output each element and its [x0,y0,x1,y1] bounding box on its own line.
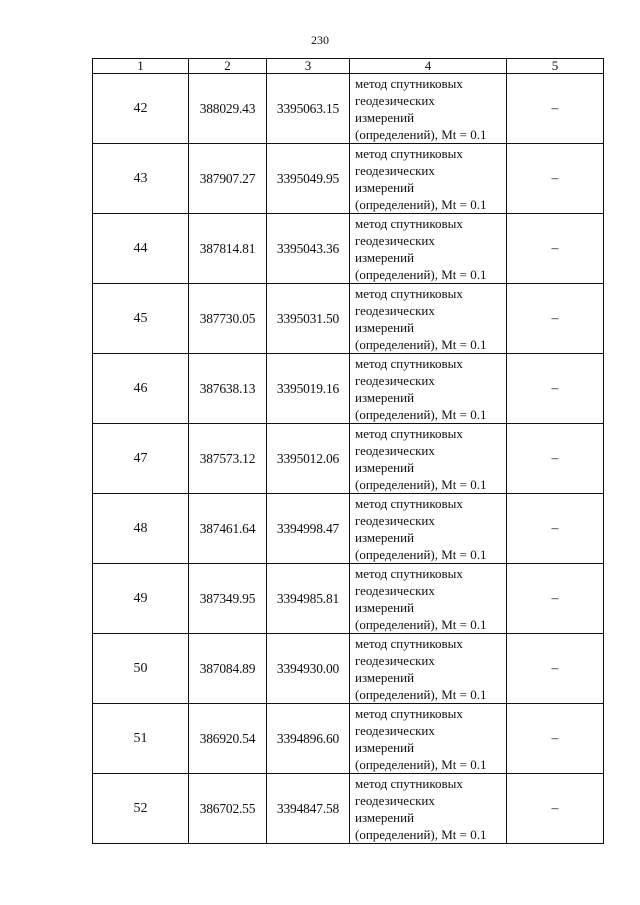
column-header-5: 5 [507,59,604,74]
method-cell [350,564,507,634]
point-number-cell: 49 [93,564,189,634]
method-line: измерений [355,319,415,335]
method-line: (определений), Mt = 0.1 [355,126,487,142]
x-coordinate-cell: 386920.54 [189,704,267,774]
table-row [93,634,604,704]
y-coordinate-cell: 3394847.58 [267,774,350,844]
y-coordinate-cell: 3394985.81 [267,564,350,634]
y-coordinate-cell: 3395043.36 [267,214,350,284]
method-line: метод спутниковых [355,285,463,301]
method-line: измерений [355,669,415,685]
method-line: геодезических [355,372,435,388]
method-cell [350,704,507,774]
point-number-cell: 47 [93,424,189,494]
method-line: измерений [355,599,415,615]
method-line: метод спутниковых [355,355,463,371]
note-cell: – [507,774,604,844]
method-cell [350,774,507,844]
x-coordinate-cell: 387814.81 [189,214,267,284]
table-row [93,704,604,774]
method-line: геодезических [355,652,435,668]
note-cell: – [507,144,604,214]
x-coordinate-cell: 387907.27 [189,144,267,214]
method-cell [350,494,507,564]
method-line: измерений [355,389,415,405]
method-line: (определений), Mt = 0.1 [355,616,487,632]
point-number-cell: 45 [93,284,189,354]
method-line: метод спутниковых [355,635,463,651]
x-coordinate-cell: 388029.43 [189,74,267,144]
table-row [93,74,604,144]
y-coordinate-cell: 3395049.95 [267,144,350,214]
method-line: геодезических [355,722,435,738]
note-cell: – [507,424,604,494]
note-cell: – [507,74,604,144]
table-row [93,214,604,284]
page-number: 230 [311,33,329,47]
method-line: геодезических [355,302,435,318]
method-line: метод спутниковых [355,145,463,161]
note-cell: – [507,634,604,704]
method-line: (определений), Mt = 0.1 [355,476,487,492]
column-header-3: 3 [267,59,350,74]
method-line: геодезических [355,442,435,458]
method-line: (определений), Mt = 0.1 [355,336,487,352]
point-number-cell: 52 [93,774,189,844]
x-coordinate-cell: 387730.05 [189,284,267,354]
method-line: метод спутниковых [355,705,463,721]
x-coordinate-cell: 387461.64 [189,494,267,564]
table-row [93,774,604,844]
method-line: измерений [355,249,415,265]
method-line: (определений), Mt = 0.1 [355,266,487,282]
method-line: измерений [355,809,415,825]
method-line: (определений), Mt = 0.1 [355,196,487,212]
method-line: измерений [355,529,415,545]
x-coordinate-cell: 386702.55 [189,774,267,844]
point-number-cell: 43 [93,144,189,214]
method-line: метод спутниковых [355,425,463,441]
method-line: геодезических [355,582,435,598]
y-coordinate-cell: 3395063.15 [267,74,350,144]
method-line: измерений [355,459,415,475]
point-number-cell: 46 [93,354,189,424]
table-header [93,59,604,74]
note-cell: – [507,354,604,424]
point-number-cell: 51 [93,704,189,774]
point-number-cell: 48 [93,494,189,564]
method-line: измерений [355,109,415,125]
point-number-cell: 42 [93,74,189,144]
method-line: измерений [355,739,415,755]
y-coordinate-cell: 3394930.00 [267,634,350,704]
column-header-4: 4 [350,59,507,74]
method-line: метод спутниковых [355,495,463,511]
table-row [93,284,604,354]
note-cell: – [507,704,604,774]
note-cell: – [507,214,604,284]
method-line: (определений), Mt = 0.1 [355,826,487,842]
note-cell: – [507,284,604,354]
y-coordinate-cell: 3395031.50 [267,284,350,354]
method-cell [350,74,507,144]
method-line: геодезических [355,162,435,178]
y-coordinate-cell: 3394998.47 [267,494,350,564]
method-line: геодезических [355,232,435,248]
method-line: метод спутниковых [355,565,463,581]
method-cell [350,354,507,424]
column-header-2: 2 [189,59,267,74]
table-row [93,354,604,424]
table-row [93,494,604,564]
header-row [93,59,604,74]
method-line: (определений), Mt = 0.1 [355,546,487,562]
column-header-1: 1 [93,59,189,74]
point-number-cell: 44 [93,214,189,284]
method-line: метод спутниковых [355,215,463,231]
method-cell [350,424,507,494]
y-coordinate-cell: 3395019.16 [267,354,350,424]
method-line: геодезических [355,792,435,808]
method-cell [350,634,507,704]
point-number-cell: 50 [93,634,189,704]
table-row [93,564,604,634]
note-cell: – [507,564,604,634]
table-row [93,144,604,214]
x-coordinate-cell: 387573.12 [189,424,267,494]
x-coordinate-cell: 387084.89 [189,634,267,704]
y-coordinate-cell: 3394896.60 [267,704,350,774]
method-line: (определений), Mt = 0.1 [355,756,487,772]
method-line: (определений), Mt = 0.1 [355,686,487,702]
table-body [93,74,604,844]
method-line: метод спутниковых [355,75,463,91]
method-cell [350,214,507,284]
x-coordinate-cell: 387349.95 [189,564,267,634]
method-cell [350,284,507,354]
y-coordinate-cell: 3395012.06 [267,424,350,494]
method-line: измерений [355,179,415,195]
table-row [93,424,604,494]
method-cell [350,144,507,214]
method-line: геодезических [355,92,435,108]
method-line: метод спутниковых [355,775,463,791]
method-line: (определений), Mt = 0.1 [355,406,487,422]
coordinates-table [92,58,604,844]
note-cell: – [507,494,604,564]
x-coordinate-cell: 387638.13 [189,354,267,424]
method-line: геодезических [355,512,435,528]
